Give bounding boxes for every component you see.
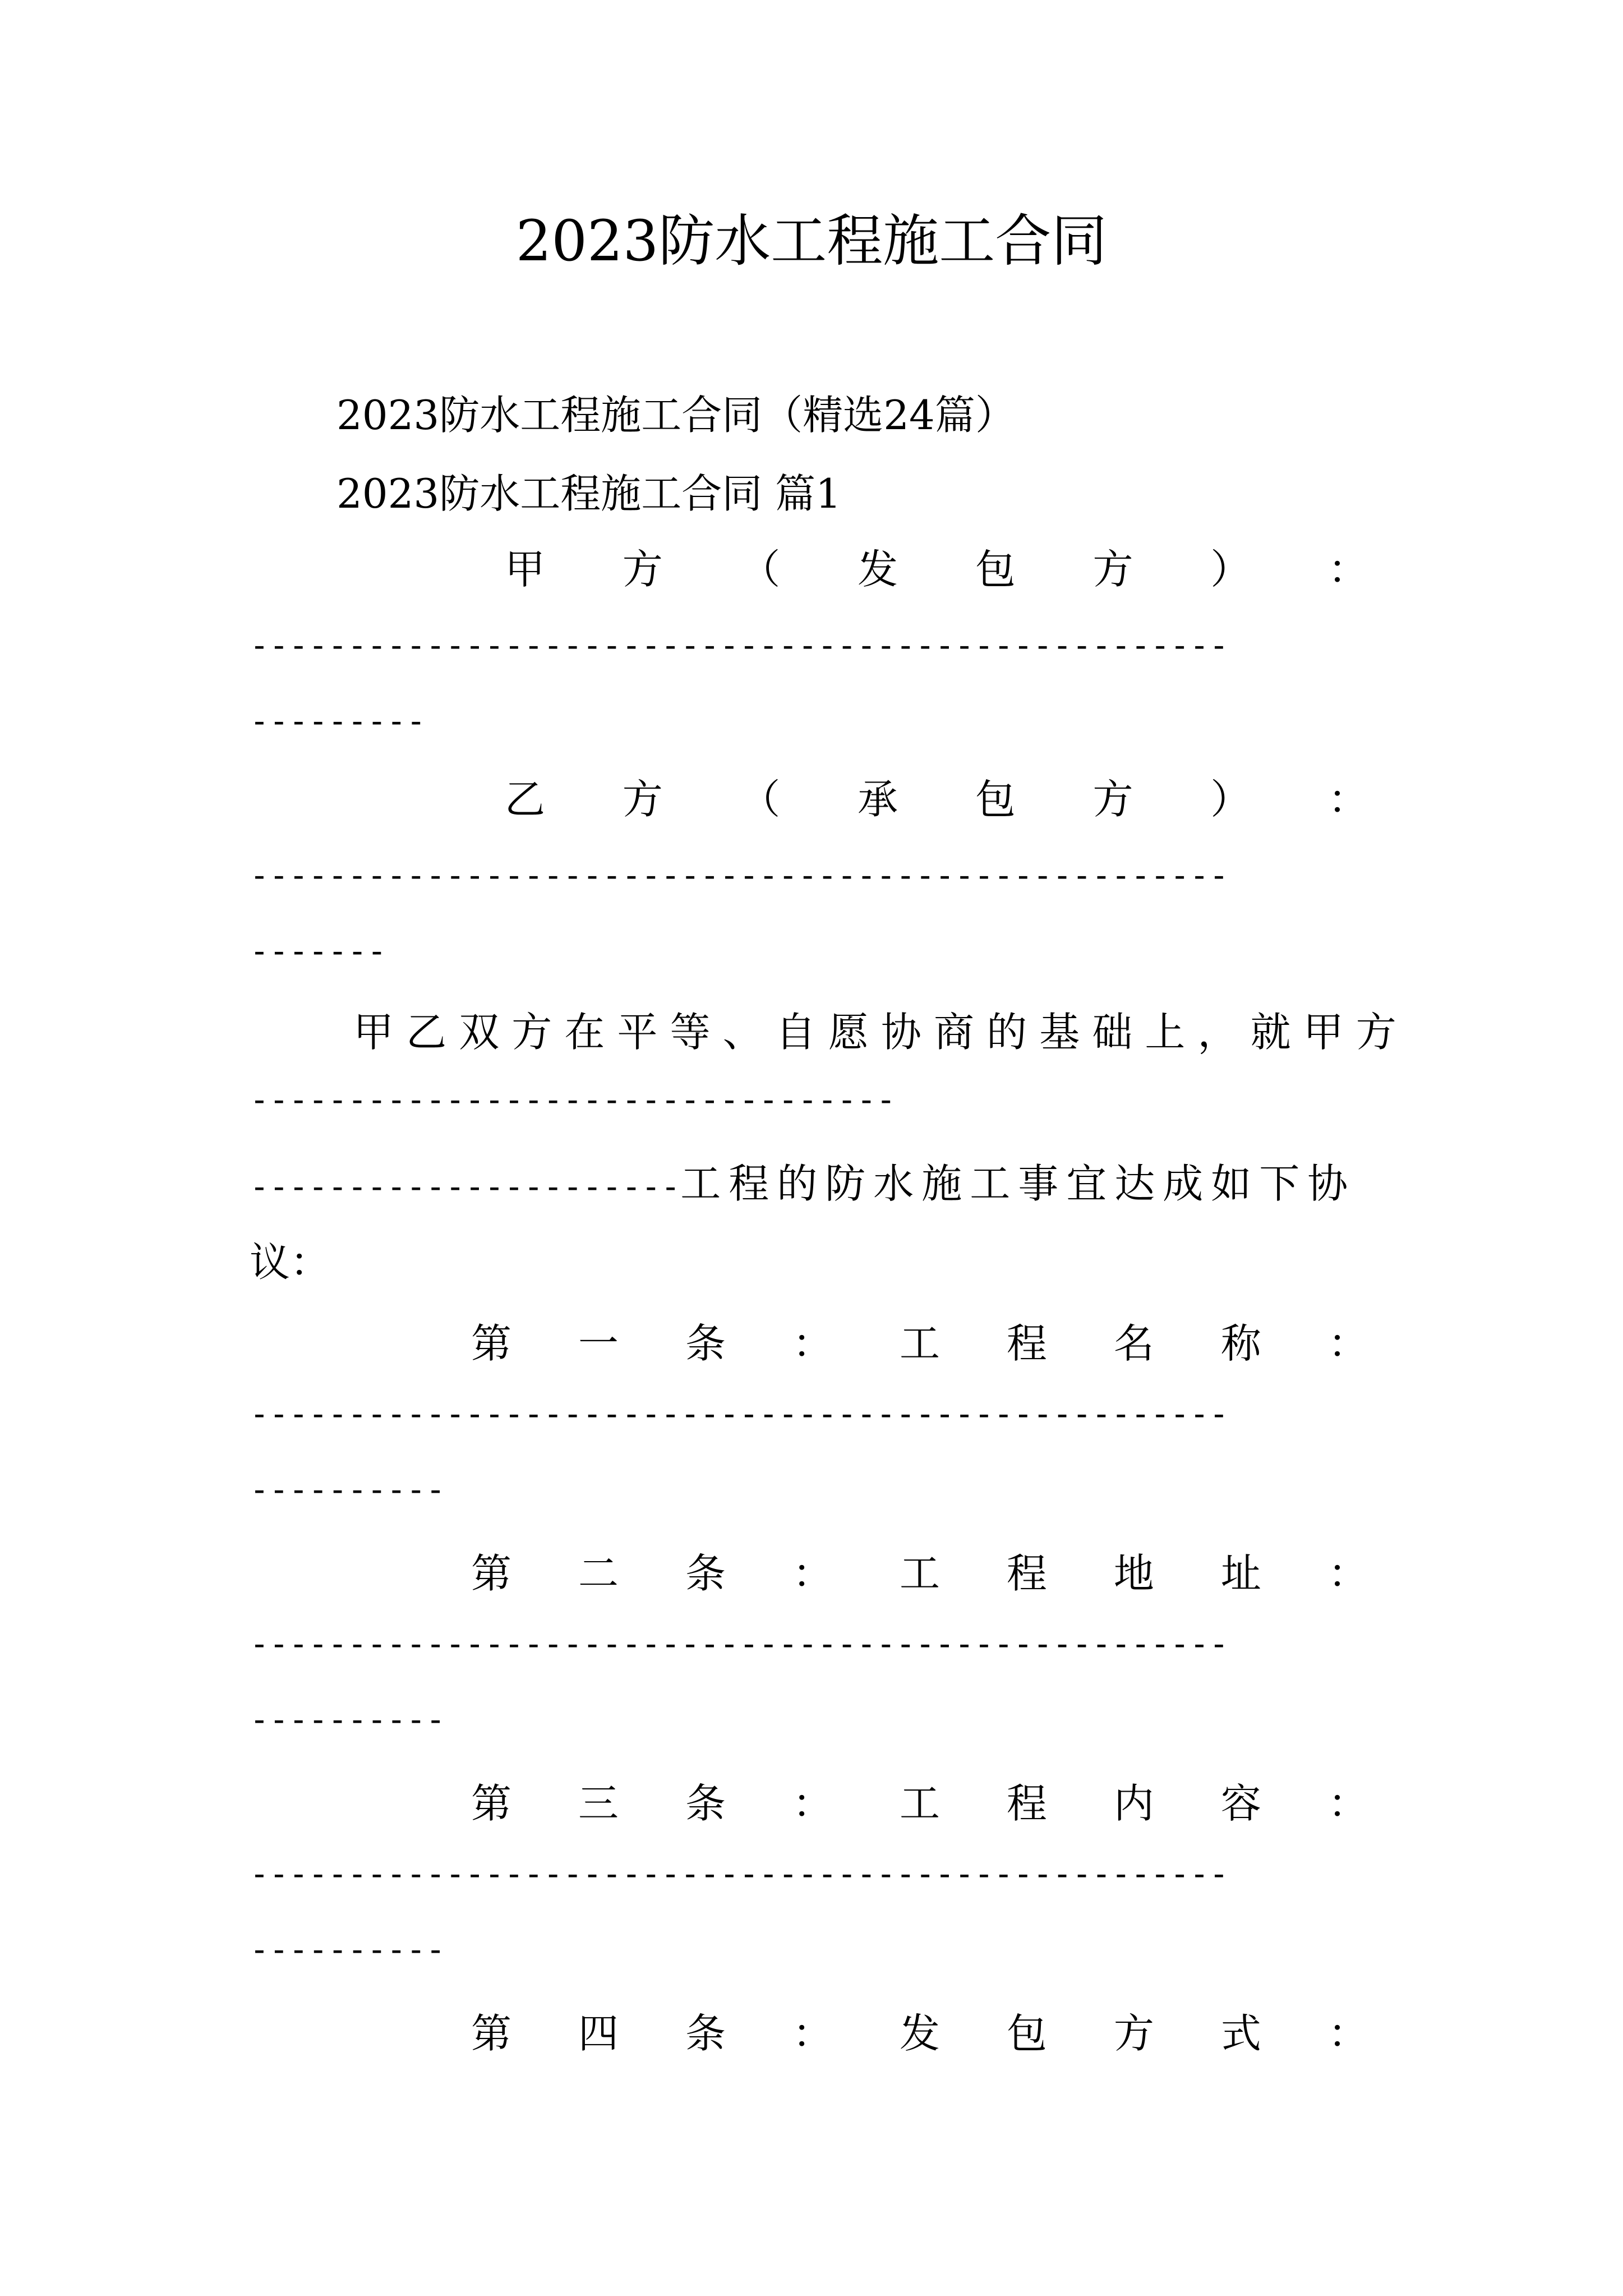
article-char: 工 [899, 1550, 940, 1597]
party-b-char: 方 [1092, 776, 1133, 823]
party-a-char: 甲 [505, 546, 546, 593]
agreement-char: 基 [1039, 1009, 1080, 1056]
party-a-char: ） [1210, 546, 1251, 593]
article-2-blank-line: -------------------------------------------------- [250, 1625, 1229, 1663]
agreement-char: 的 [986, 1009, 1027, 1056]
agreement-char: 等 [670, 1009, 711, 1056]
article-char: 一 [578, 1320, 619, 1367]
article-char: ： [1327, 2010, 1368, 2057]
subtitle-line-1: 2023防水工程施工合同（精选24篇） [336, 392, 1016, 439]
subtitle-line-2: 2023防水工程施工合同 篇1 [336, 470, 841, 517]
agreement-paragraph-line-3: 议： [250, 1239, 331, 1286]
article-char: 程 [1006, 1320, 1047, 1367]
agreement-char: 方 [1355, 1009, 1396, 1056]
article-char: 工 [899, 1320, 940, 1367]
article-1-blank-tail: ---------- [250, 1470, 446, 1508]
article-char: 第 [471, 1780, 512, 1827]
party-a-char: 发 [857, 546, 898, 593]
article-char: 名 [1113, 1320, 1154, 1367]
article-char: 二 [578, 1550, 619, 1597]
party-b-char: ： [1327, 776, 1368, 823]
article-3-label [471, 1775, 1368, 1832]
agreement-char: 在 [564, 1009, 605, 1056]
article-char: 第 [471, 2010, 512, 2057]
party-b-char: 乙 [505, 776, 546, 823]
party-a-char: 包 [975, 546, 1016, 593]
article-1-blank-line: -------------------------------------------------- [250, 1395, 1229, 1433]
agreement-char: 础 [1092, 1009, 1133, 1056]
article-char: ： [1327, 1550, 1368, 1597]
article-char: ： [792, 1550, 833, 1597]
agreement-char: ， [1197, 1009, 1238, 1056]
party-b-label [505, 771, 1368, 827]
agreement-char: 自 [775, 1009, 816, 1056]
article-char: 条 [685, 2010, 726, 2057]
article-3-blank-tail: ---------- [250, 1930, 446, 1968]
article-char: 条 [685, 1780, 726, 1827]
article-char: 三 [578, 1780, 619, 1827]
article-char: 条 [685, 1320, 726, 1367]
article-char: 内 [1113, 1780, 1154, 1827]
article-char: 程 [1006, 1780, 1047, 1827]
agreement-char: 乙 [406, 1009, 447, 1056]
article-char: 包 [1006, 2010, 1047, 2057]
article-char: ： [1327, 1780, 1368, 1827]
article-char: 条 [685, 1550, 726, 1597]
party-a-label [505, 541, 1368, 597]
document-title: 2023防水工程施工合同 [515, 208, 1108, 274]
party-a-blank-tail: --------- [250, 702, 426, 740]
article-4-label [471, 2005, 1368, 2062]
article-char: 称 [1220, 1320, 1261, 1367]
article-char: ： [792, 1320, 833, 1367]
article-3-blank-line: -------------------------------------------------- [250, 1855, 1229, 1893]
agreement-paragraph-line-1 [353, 1004, 1396, 1060]
agreement-char: 商 [934, 1009, 975, 1056]
party-b-blank-tail: ------- [250, 932, 387, 970]
article-char: 方 [1113, 2010, 1154, 2057]
party-b-char: （ [740, 776, 781, 823]
article-char: ： [1327, 1320, 1368, 1367]
party-a-char: ： [1327, 546, 1368, 593]
article-2-label [471, 1545, 1368, 1602]
article-char: ： [792, 1780, 833, 1827]
agreement-char: 上 [1145, 1009, 1186, 1056]
agreement-char: 方 [511, 1009, 552, 1056]
article-char: 程 [1006, 1550, 1047, 1597]
article-1-label [471, 1315, 1368, 1372]
party-b-char: ） [1210, 776, 1251, 823]
article-char: 容 [1220, 1780, 1261, 1827]
party-a-char: 方 [1092, 546, 1133, 593]
agreement-blank-line: --------------------------------- [250, 1080, 896, 1119]
party-b-char: 承 [857, 776, 898, 823]
agreement-char: 双 [459, 1009, 500, 1056]
agreement-char: 平 [617, 1009, 658, 1056]
article-char: ： [792, 2010, 833, 2057]
party-a-char: （ [740, 546, 781, 593]
party-b-blank-line: -------------------------------------------------- [250, 856, 1229, 894]
agreement-paragraph-line-2 [250, 1156, 1355, 1214]
agreement-char: 愿 [828, 1009, 869, 1056]
article-char: 四 [578, 2010, 619, 2057]
article-char: 工 [899, 1780, 940, 1827]
article-char: 址 [1220, 1550, 1261, 1597]
agreement-line2-text: 工程的防水施工事宜达成如下协 [680, 1160, 1356, 1207]
agreement-char: 协 [880, 1009, 921, 1056]
article-2-blank-tail: ---------- [250, 1700, 446, 1738]
article-char: 发 [899, 2010, 940, 2057]
article-char: 地 [1113, 1550, 1154, 1597]
party-a-blank-line: -------------------------------------------------- [250, 626, 1229, 664]
agreement-char: 就 [1250, 1009, 1291, 1056]
agreement-char: 甲 [1303, 1009, 1344, 1056]
agreement-char: 甲 [353, 1009, 394, 1056]
article-char: 第 [471, 1320, 512, 1367]
party-b-char: 包 [975, 776, 1016, 823]
party-b-char: 方 [622, 776, 663, 823]
article-char: 第 [471, 1550, 512, 1597]
party-a-char: 方 [622, 546, 663, 593]
agreement-line2-dashes: ---------------------- [250, 1167, 681, 1205]
article-char: 式 [1220, 2010, 1261, 2057]
agreement-char: 、 [722, 1009, 763, 1056]
